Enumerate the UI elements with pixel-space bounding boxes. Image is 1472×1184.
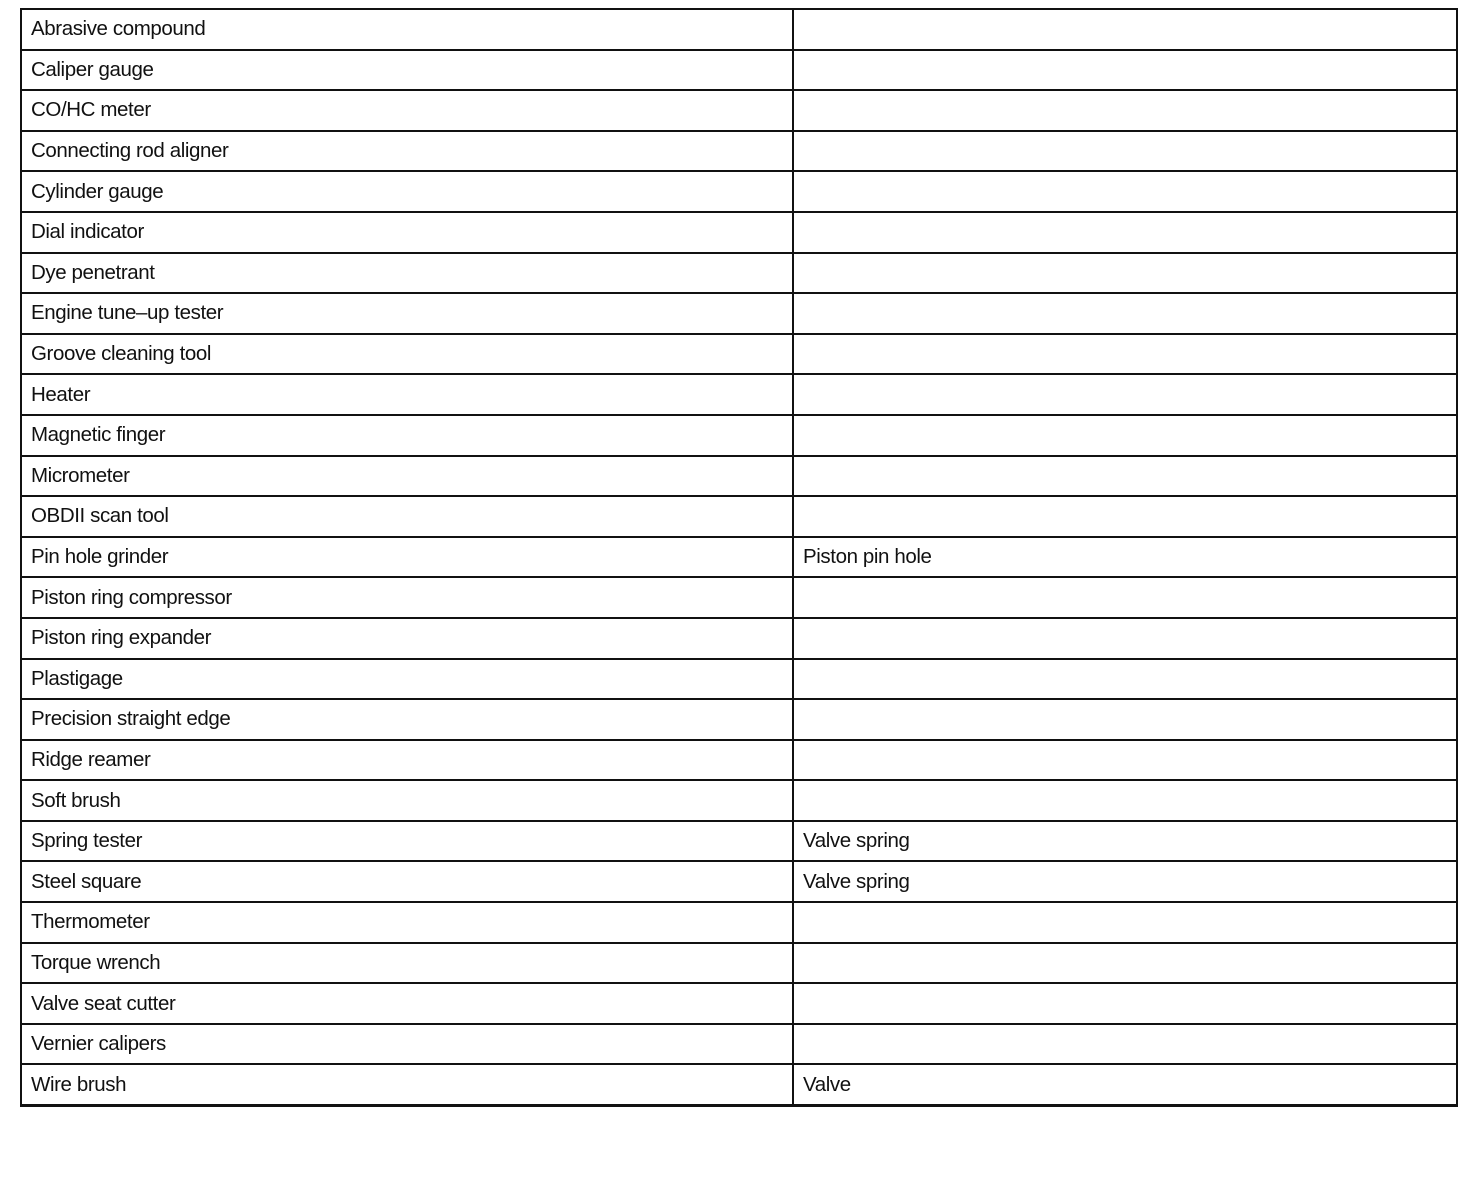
tool-name-cell: Micrometer xyxy=(21,456,793,497)
table-row xyxy=(21,9,1457,50)
tool-use-cell xyxy=(793,90,1457,131)
tools-table xyxy=(20,8,1458,1107)
tool-use-cell xyxy=(793,659,1457,700)
tool-name-cell: Ridge reamer xyxy=(21,740,793,781)
tool-name-cell: Engine tune–up tester xyxy=(21,293,793,334)
tool-name-cell: Wire brush xyxy=(21,1064,793,1105)
table-row xyxy=(21,537,1457,578)
tool-use-cell xyxy=(793,9,1457,50)
table-row xyxy=(21,1064,1457,1105)
table-row xyxy=(21,780,1457,821)
tool-name-cell: Groove cleaning tool xyxy=(21,334,793,375)
tool-use-cell xyxy=(793,293,1457,334)
tool-name-cell: Caliper gauge xyxy=(21,50,793,91)
tool-name-cell: Precision straight edge xyxy=(21,699,793,740)
tool-use-cell xyxy=(793,131,1457,172)
table-row xyxy=(21,374,1457,415)
table-row xyxy=(21,496,1457,537)
tool-name-cell: Dial indicator xyxy=(21,212,793,253)
tool-name-cell: Torque wrench xyxy=(21,943,793,984)
tool-name-cell: Connecting rod aligner xyxy=(21,131,793,172)
table-row xyxy=(21,1024,1457,1065)
tool-name-cell: Heater xyxy=(21,374,793,415)
tool-name-cell: CO/HC meter xyxy=(21,90,793,131)
tool-use-cell: Valve spring xyxy=(793,861,1457,902)
tool-name-cell: Plastigage xyxy=(21,659,793,700)
table-row xyxy=(21,131,1457,172)
tool-name-cell: Steel square xyxy=(21,861,793,902)
table-row xyxy=(21,253,1457,294)
table-row xyxy=(21,618,1457,659)
tool-name-cell: Piston ring expander xyxy=(21,618,793,659)
tool-use-cell xyxy=(793,374,1457,415)
table-row xyxy=(21,50,1457,91)
tool-name-cell: Thermometer xyxy=(21,902,793,943)
tool-use-cell xyxy=(793,699,1457,740)
tool-use-cell xyxy=(793,943,1457,984)
table-row xyxy=(21,659,1457,700)
tool-name-cell: Spring tester xyxy=(21,821,793,862)
tool-name-cell: Valve seat cutter xyxy=(21,983,793,1024)
table-row xyxy=(21,171,1457,212)
table-row xyxy=(21,212,1457,253)
table-row xyxy=(21,456,1457,497)
tool-use-cell xyxy=(793,415,1457,456)
tool-use-cell xyxy=(793,253,1457,294)
tool-name-cell: Abrasive compound xyxy=(21,9,793,50)
table-row xyxy=(21,740,1457,781)
table-row xyxy=(21,293,1457,334)
tool-use-cell xyxy=(793,577,1457,618)
tool-use-cell xyxy=(793,902,1457,943)
tool-use-cell: Valve xyxy=(793,1064,1457,1105)
tool-name-cell: Cylinder gauge xyxy=(21,171,793,212)
tool-use-cell xyxy=(793,171,1457,212)
tool-use-cell xyxy=(793,740,1457,781)
tool-use-cell xyxy=(793,456,1457,497)
table-row xyxy=(21,415,1457,456)
table-row xyxy=(21,577,1457,618)
tool-use-cell: Piston pin hole xyxy=(793,537,1457,578)
tool-use-cell: Valve spring xyxy=(793,821,1457,862)
tool-use-cell xyxy=(793,983,1457,1024)
tool-name-cell: Vernier calipers xyxy=(21,1024,793,1065)
tool-use-cell xyxy=(793,496,1457,537)
table-row xyxy=(21,334,1457,375)
tools-table-body xyxy=(21,9,1457,1106)
table-row xyxy=(21,902,1457,943)
table-row xyxy=(21,943,1457,984)
tool-use-cell xyxy=(793,50,1457,91)
tool-name-cell: Pin hole grinder xyxy=(21,537,793,578)
tool-use-cell xyxy=(793,212,1457,253)
tool-use-cell xyxy=(793,1024,1457,1065)
tool-name-cell: Soft brush xyxy=(21,780,793,821)
tool-name-cell: OBDII scan tool xyxy=(21,496,793,537)
tool-use-cell xyxy=(793,618,1457,659)
tool-name-cell: Dye penetrant xyxy=(21,253,793,294)
table-row xyxy=(21,90,1457,131)
table-row xyxy=(21,983,1457,1024)
tool-use-cell xyxy=(793,780,1457,821)
tool-name-cell: Piston ring compressor xyxy=(21,577,793,618)
table-row xyxy=(21,821,1457,862)
tool-name-cell: Magnetic finger xyxy=(21,415,793,456)
table-row xyxy=(21,699,1457,740)
table-row xyxy=(21,861,1457,902)
tool-use-cell xyxy=(793,334,1457,375)
